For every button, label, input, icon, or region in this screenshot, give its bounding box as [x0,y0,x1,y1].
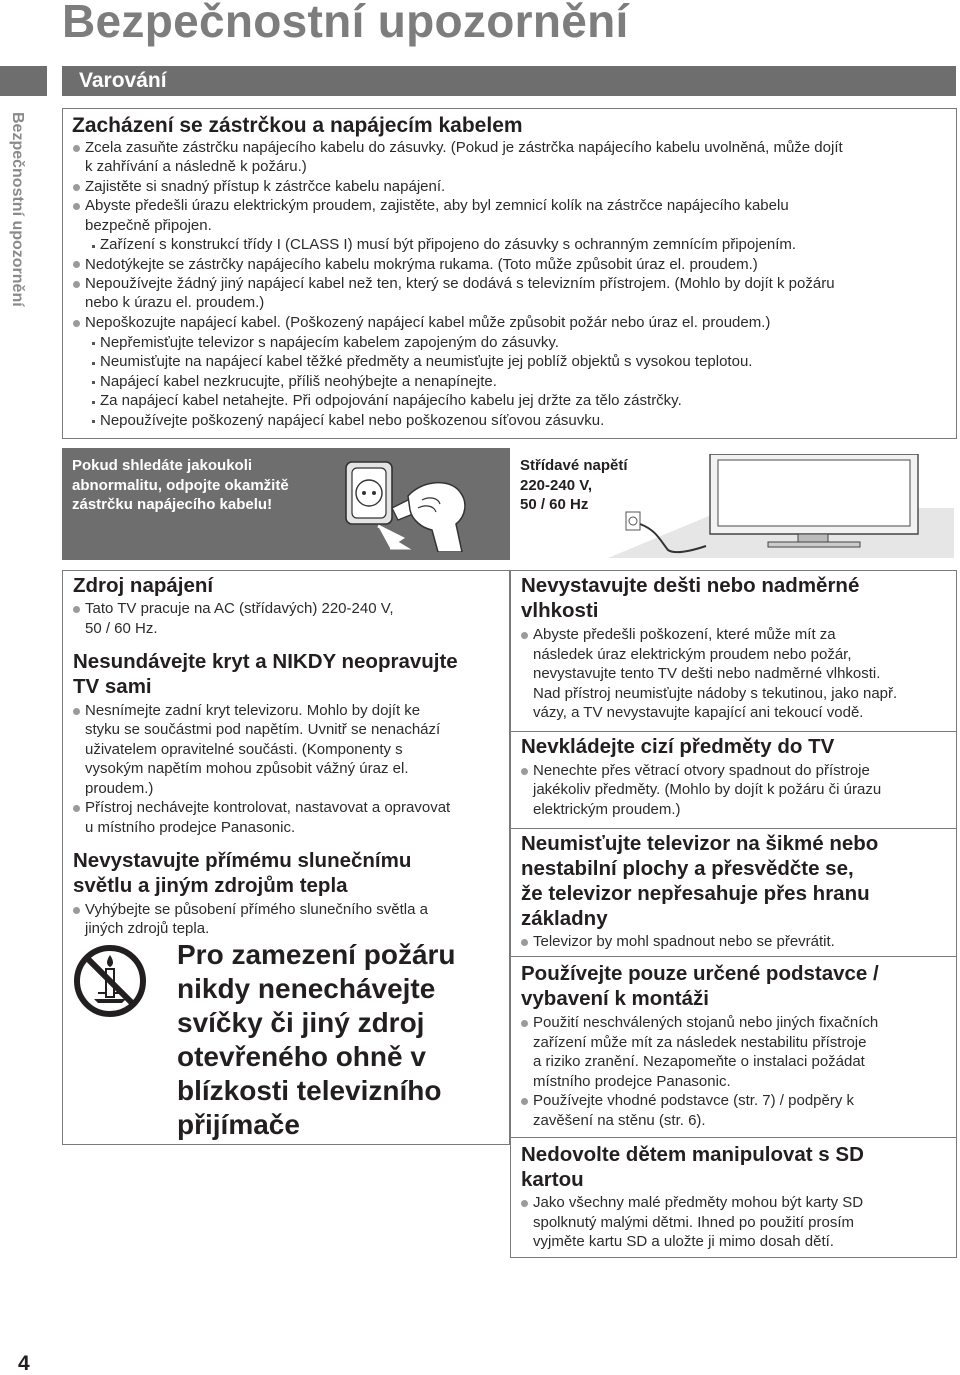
plug-line: bezpečně připojen. [85,217,212,234]
sd-heading: kartou [521,1168,584,1191]
foreign-line: Nenechte přes větrací otvory spadnout do přístroje [533,762,870,779]
fire-warning-line: Pro zamezení požáru [177,939,456,970]
plug-line: Nepoškozujte napájecí kabel. (Poškozený napájecí kabel může způsobit požár nebo úraz el. proudem.) [85,314,771,331]
fire-warning-line: svíčky či jiný zdroj [177,1007,425,1038]
section-title: Varování [79,69,167,92]
cover-line: u místního prodejce Panasonic. [85,819,296,836]
page-number: 4 [18,1352,30,1375]
bullet [521,768,528,775]
rain-heading: vlhkosti [521,599,599,622]
plug-section [62,108,957,439]
plug-line: Zajistěte si snadný přístup k zástrčce kabelu napájení. [85,178,446,195]
bullet [521,1200,528,1207]
no-open-flame-icon [72,943,148,1019]
fire-warning-line: nikdy nenechávejte [177,973,436,1004]
foreign-objects-section [510,731,957,829]
plug-line: Zcela zasuňte zástrčku napájecího kabelu do zásuvky. (Pokud je zástrčka napájecího kabelu uvolněná, může dojít [85,139,843,156]
sd-card-section [510,1137,957,1258]
sub-bullet [92,362,95,365]
cover-line: vysokým napětím mohou způsobit vážný úraz el. [85,760,409,777]
rain-line: Nad přístroj neumisťujte nádoby s tekutinou, jako např. [533,685,898,702]
stand-line: Používejte vhodné podstavce (str. 7) / podpěry k [533,1092,855,1109]
sun-heading: světlu a jiným zdrojům tepla [73,874,348,897]
stand-line: Použití neschválených stojanů nebo jiných fixačních [533,1014,879,1031]
page-title: Bezpečnostní upozornění [62,0,629,47]
sub-bullet [92,342,95,345]
sub-bullet [92,245,95,248]
voltage-line: 50 / 60 Hz [520,496,589,513]
bullet [521,939,528,946]
slope-heading: že televizor nepřesahuje přes hranu [521,882,870,905]
rain-line: Abyste předešli poškození, které může mít za [533,626,836,643]
plug-line: nebo k úrazu el. proudem.) [85,294,265,311]
slope-section [510,828,957,957]
abnormal-line: Pokud shledáte jakoukoli [72,457,253,474]
abnormality-panel [62,448,510,560]
foreign-line: elektrickým proudem.) [533,801,681,818]
plug-line: Napájecí kabel nezkrucujte, příliš neohýbejte a nenapínejte. [100,373,497,390]
sd-line: vyjměte kartu SD a uložte ji mimo dosah dětí. [533,1233,834,1250]
tv-outlet-icon [608,454,954,558]
bullet [521,1098,528,1105]
side-tab-bar [0,66,47,96]
rain-section [510,570,957,732]
sub-bullet [92,381,95,384]
foreign-heading: Nevkládejte cizí předměty do TV [521,735,835,758]
voltage-line: 220-240 V, [520,477,593,494]
cover-line: Přístroj nechávejte kontrolovat, nastavovat a opravovat [85,799,451,816]
bullet [73,261,80,268]
bullet [73,203,80,210]
plug-line: Zařízení s konstrukcí třídy I (CLASS I) musí být připojeno do zásuvky s ochranným zemnícím připojením. [100,236,797,253]
hand-unplugging-icon [342,456,502,552]
plug-line: Nedotýkejte se zástrčky napájecího kabelu mokrýma rukama. (Toto může způsobit úraz el. proudem.) [85,256,758,273]
plug-line: Za napájecí kabel netahejte. Při odpojování napájecího kabelu jej držte za tělo zástrčky. [100,392,682,409]
plug-line: Neumisťujte na napájecí kabel těžké předměty a neumisťujte jej poblíž objektů s vysokou teplotou. [100,353,753,370]
cover-heading: TV sami [73,675,152,698]
rain-heading: Nevystavujte dešti nebo nadměrné [521,574,860,597]
slope-heading: základny [521,907,608,930]
sd-heading: Nedovolte dětem manipulovat s SD [521,1143,864,1166]
plug-line: Nepoužívejte žádný jiný napájecí kabel než ten, který se dodává s televizním přístrojem. (Mohlo by dojít k požáru [85,275,835,292]
side-label-text: Bezpečnostní upozornění [9,112,26,307]
fire-warning-line: blízkosti televizního [177,1075,442,1106]
power-line: Tato TV pracuje na AC (střídavých) 220-240 V, [85,600,394,617]
power-line: 50 / 60 Hz. [85,620,158,637]
sun-line: Vyhýbejte se působení přímého slunečního světla a [85,901,428,918]
bullet [521,1020,528,1027]
plug-line: Nepoužívejte poškozený napájecí kabel nebo poškozenou síťovou zásuvku. [100,412,605,429]
sun-heading: Nevystavujte přímému slunečnímu [73,849,412,872]
slope-heading: Neumisťujte televizor na šikmé nebo [521,832,879,855]
plug-heading: Zacházení se zástrčkou a napájecím kabelem [72,114,523,137]
plug-line: k zahřívání a následně k požáru.) [85,158,307,175]
stand-line: místního prodejce Panasonic. [533,1073,731,1090]
slope-heading: nestabilní plochy a přesvědčte se, [521,857,854,880]
sd-line: Jako všechny malé předměty mohou být karty SD [533,1194,864,1211]
bullet [73,805,80,812]
fire-warning-line: otevřeného ohně v [177,1041,426,1072]
side-label [8,112,42,352]
bullet [73,281,80,288]
bullet [73,907,80,914]
bullet [73,145,80,152]
stand-heading: vybavení k montáži [521,987,709,1010]
sun-line: jiných zdrojů tepla. [85,920,210,937]
foreign-line: jakékoliv předměty. (Mohlo by dojít k požáru či úrazu [533,781,882,798]
left-column [62,570,510,1145]
plug-line: Abyste předešli úrazu elektrickým proudem, zajistěte, aby byl zemnicí kolík na zástrčce napájecího kabelu [85,197,789,214]
plug-line: Nepřemisťujte televizor s napájecím kabelem zapojeným do zásuvky. [100,334,559,351]
stand-section [510,956,957,1138]
bullet [521,632,528,639]
bullet [73,708,80,715]
fire-warning-line: přijímače [177,1109,300,1140]
bullet [73,606,80,613]
cover-line: uživatelem opravitelné součásti. (Komponenty s [85,741,403,758]
slope-line: Televizor by mohl spadnout nebo se převrátit. [533,933,835,950]
rain-line: následek úraz elektrickým proudem nebo požár, [533,646,852,663]
bullet [73,320,80,327]
voltage-line: Střídavé napětí [520,457,628,474]
sub-bullet [92,401,95,404]
rain-line: vázy, a TV nevystavujte kapající ani tekoucí vodě. [533,704,864,721]
section-bar [62,66,956,96]
stand-line: zavěšení na stěnu (str. 6). [533,1112,706,1129]
cover-line: proudem.) [85,780,154,797]
rain-line: nevystavujte tento TV dešti nebo nadměrné vlhkosti. [533,665,881,682]
bullet [73,184,80,191]
cover-line: styku se součástmi pod napětím. Uvnitř se nenachází [85,721,441,738]
sub-bullet [92,420,95,423]
stand-line: a riziko zranění. Nezapomeňte o instalaci požádat [533,1053,865,1070]
cover-heading: Nesundávejte kryt a NIKDY neopravujte [73,650,458,673]
voltage-panel [510,448,957,560]
power-heading: Zdroj napájení [73,574,214,597]
sd-line: spolknutý malými dětmi. Ihned po použití prosím [533,1214,854,1231]
stand-heading: Používejte pouze určené podstavce / [521,962,879,985]
abnormal-line: zástrčku napájecího kabelu! [72,496,273,513]
cover-line: Nesnímejte zadní kryt televizoru. Mohlo by dojít ke [85,702,421,719]
stand-line: zařízení může mít za následek nestabilitu přístroje [533,1034,867,1051]
abnormal-line: abnormalitu, odpojte okamžitě [72,477,289,494]
